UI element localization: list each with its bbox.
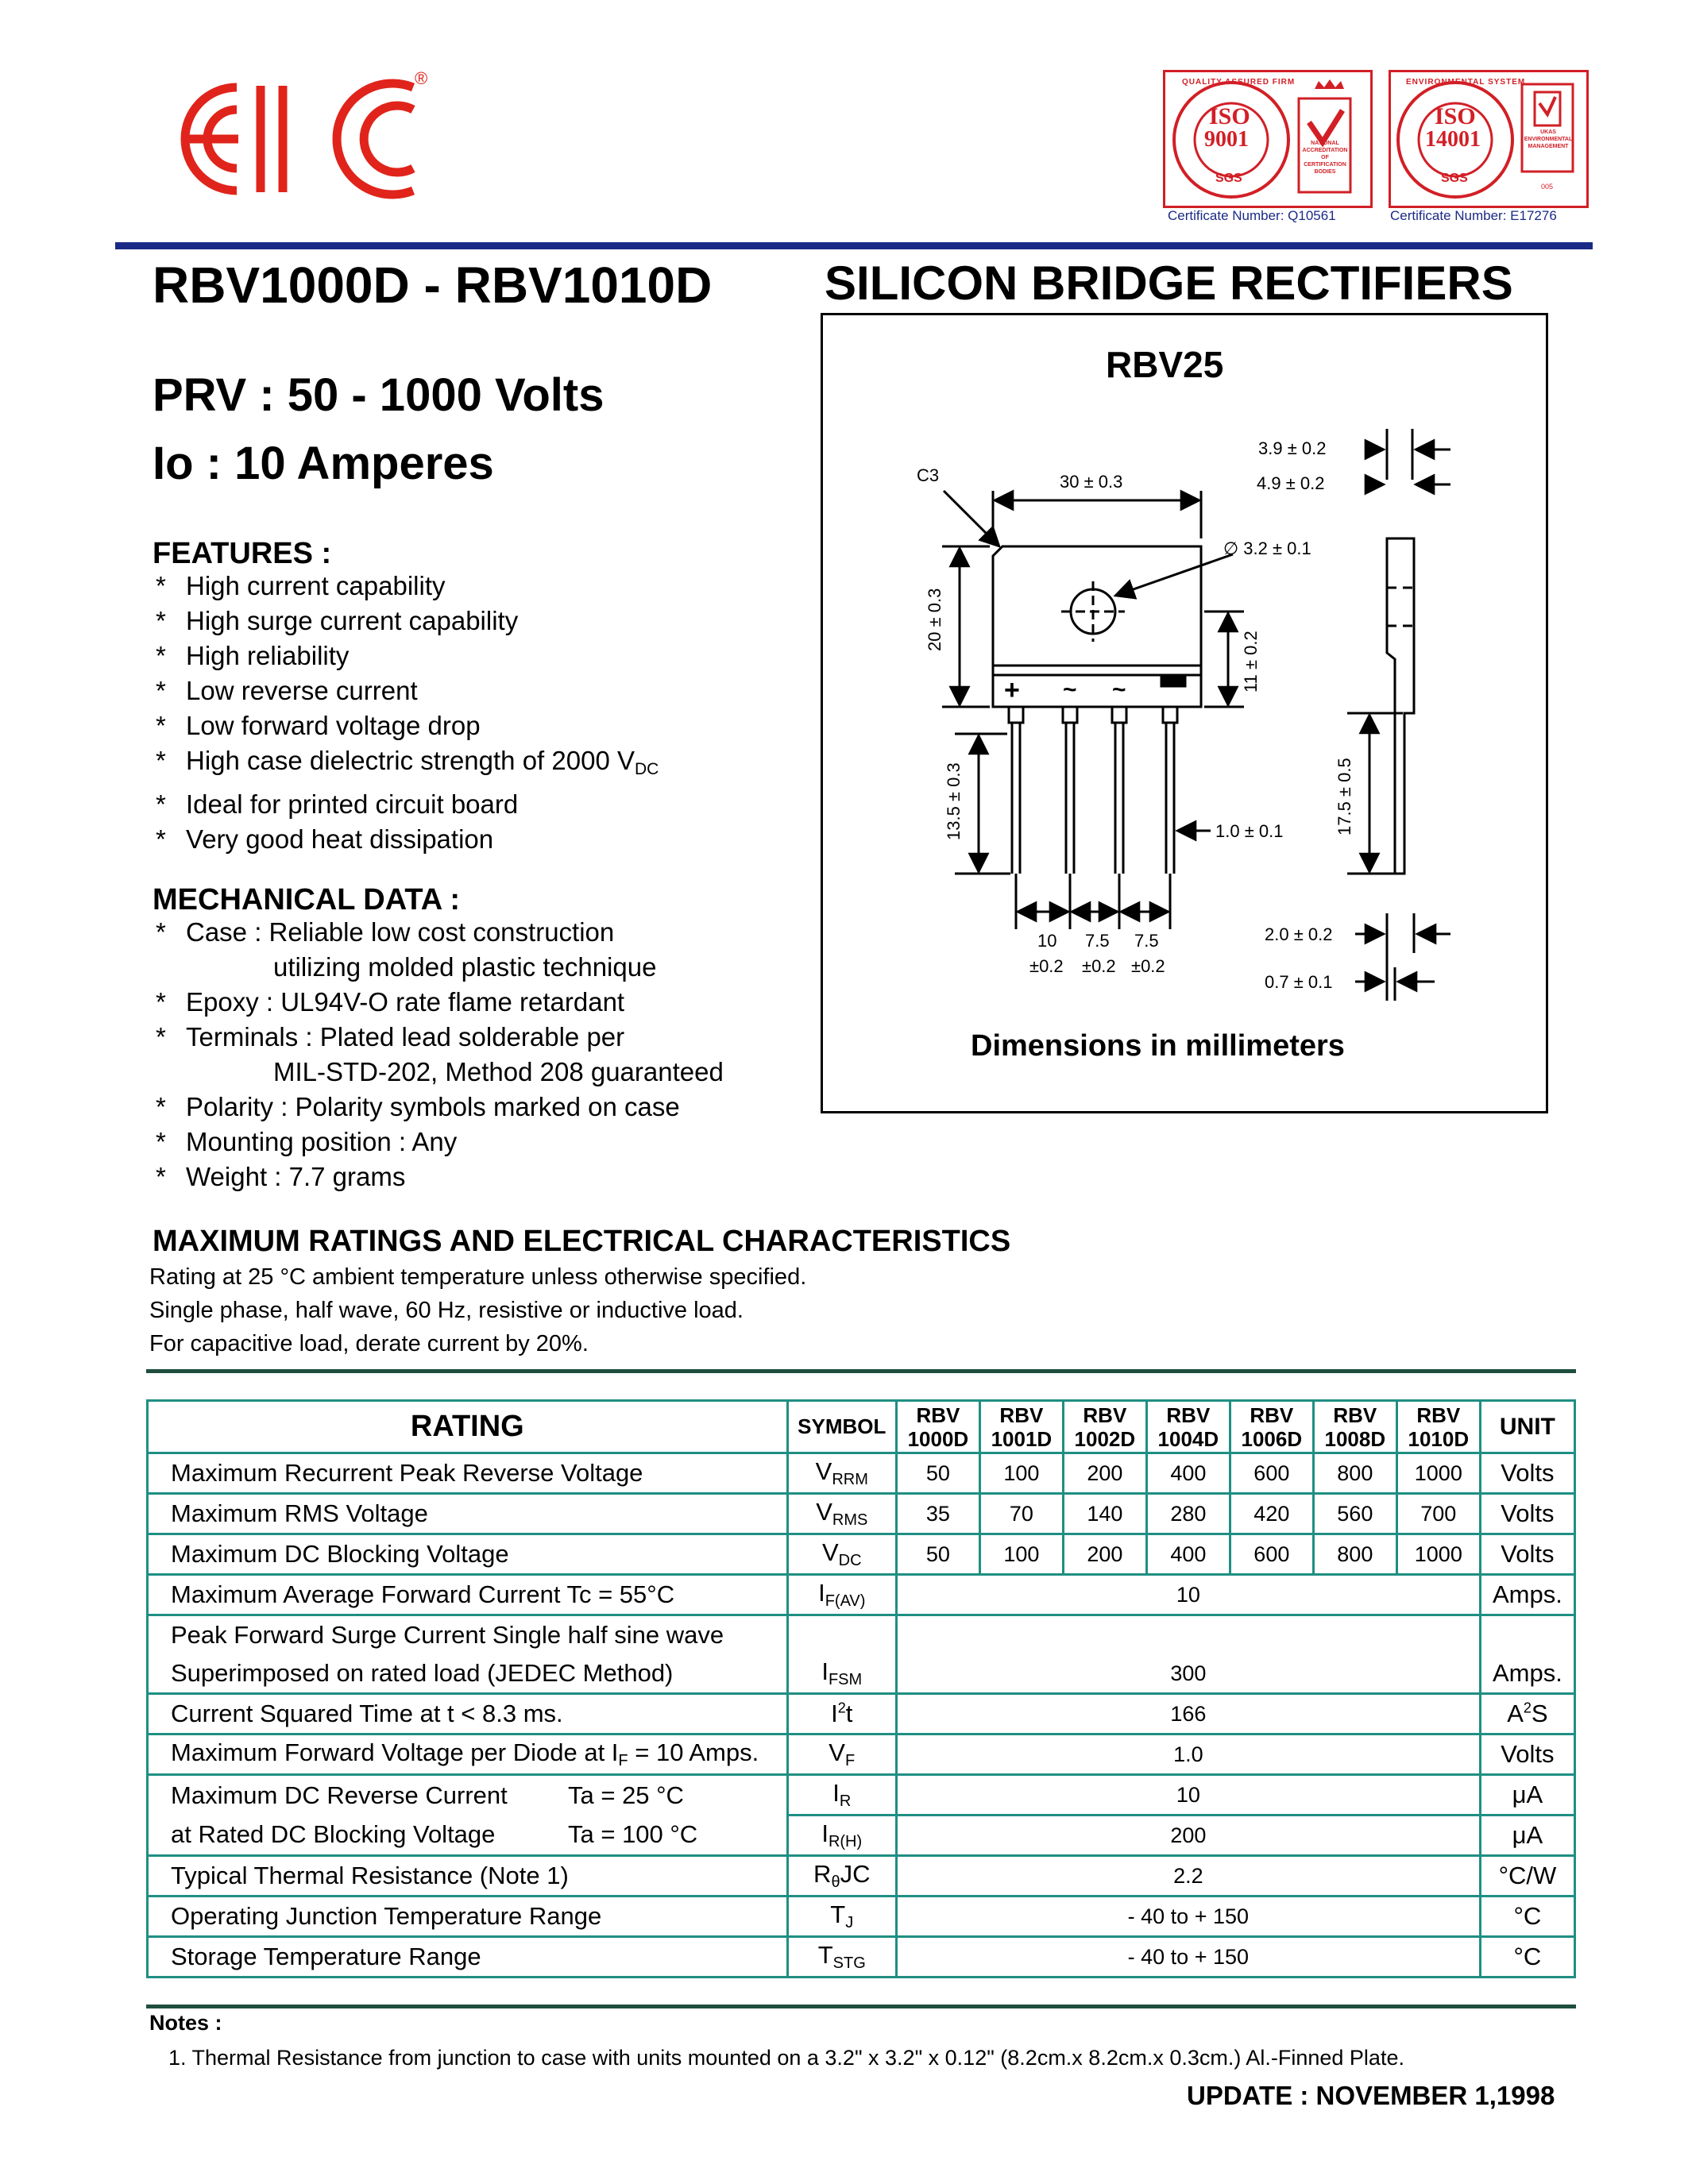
package-name: RBV25 — [1106, 344, 1224, 385]
iso9001-iso: ISO — [1209, 103, 1250, 129]
list-item: * Low reverse current — [156, 676, 418, 705]
iso9001-side-text: NATIONAL ACCREDITATION OF CERTIFICATION BODIES — [1302, 141, 1348, 175]
iso14001-ring-text: ENVIRONMENTAL SYSTEM — [1406, 78, 1526, 87]
header-part: RBV 1000D — [896, 1401, 979, 1453]
dim-tol-3: ±0.2 — [1131, 956, 1165, 976]
dim-0-7: 0.7 ± 0.1 — [1265, 972, 1333, 992]
dim-height-20: 20 ± 0.3 — [925, 588, 944, 651]
dim-hole-3-2: ∅ 3.2 ± 0.1 — [1223, 538, 1311, 558]
iso14001-number: 14001 — [1425, 127, 1481, 152]
dim-c3: C3 — [917, 465, 940, 485]
list-item: * Polarity : Polarity symbols marked on case — [156, 1092, 680, 1121]
header-part: RBV 1002D — [1063, 1401, 1146, 1453]
features-heading: FEATURES : — [153, 537, 332, 570]
table-header-row — [148, 1401, 1575, 1453]
table-row: Current Squared Time at t < 8.3 ms. $I^2t$ 166 $A^2S$ — [148, 1694, 1575, 1734]
eic-logo — [151, 71, 437, 206]
dim-spacing-7-5b: 7.5 — [1134, 931, 1159, 951]
table-row: Maximum DC Blocking Voltage $V_{DC}$ 50 100 200 400 600 800 1000 Volts — [148, 1534, 1575, 1575]
product-title: SILICON BRIDGE RECTIFIERS — [825, 257, 1513, 310]
mechanical-heading: MECHANICAL DATA : — [153, 883, 460, 916]
prv-rating: PRV : 50 - 1000 Volts — [153, 369, 605, 421]
table-row: Maximum Recurrent Peak Reverse Voltage $V_{RRM}$ 50 100 200 400 600 800 1000 Volts — [148, 1453, 1575, 1494]
ratings-heading: MAXIMUM RATINGS AND ELECTRICAL CHARACTERISTICS — [153, 1225, 1011, 1258]
dim-2-0: 2.0 ± 0.2 — [1265, 924, 1333, 944]
list-item: * High reliability — [156, 641, 350, 670]
polarity-plus: + — [1004, 675, 1020, 705]
table-row: at Rated DC Blocking Voltage Ta = 100 °C $I_{R(H)}$ 200 μA — [148, 1815, 1575, 1856]
dim-width-30: 30 ± 0.3 — [1060, 472, 1123, 492]
list-item: * Weight : 7.7 grams — [156, 1162, 406, 1191]
header-unit: UNIT — [1480, 1401, 1574, 1453]
mechanical-list — [153, 915, 724, 1194]
ratings-note-1: Rating at 25 °C ambient temperature unless otherwise specified. — [149, 1264, 807, 1290]
list-item: * High case dielectric strength of 2000 $V_{DC}$ — [156, 746, 659, 778]
dim-spacing-10: 10 — [1037, 931, 1057, 951]
notes-heading: Notes : — [149, 2011, 222, 2035]
diagram-caption: Dimensions in millimeters — [971, 1029, 1345, 1063]
table-row: Operating Junction Temperature Range $T_J$ - 40 to + 150 °C — [148, 1897, 1575, 1937]
header-part: RBV 1001D — [979, 1401, 1063, 1453]
note-1: 1. Thermal Resistance from junction to case with units mounted on a 3.2" x 3.2" x 0.12" (8.2cm.x 8.2cm.x 0.3cm.) Al.-Finned Plate. — [168, 2046, 1404, 2070]
io-rating: Io : 10 Amperes — [153, 438, 494, 489]
header-rule — [115, 242, 1593, 249]
features-list — [153, 569, 659, 857]
table-row: Storage Temperature Range $T_{STG}$ - 40 to + 150 °C — [148, 1937, 1575, 1978]
dim-11: 11 ± 0.2 — [1241, 631, 1261, 693]
dim-3-9: 3.9 ± 0.2 — [1258, 438, 1327, 458]
ac-symbol-1: ~ — [1063, 677, 1077, 703]
iso9001-sgs: SGS — [1215, 172, 1242, 185]
ratings-table — [146, 1399, 1576, 1978]
iso14001-iso: ISO — [1435, 103, 1476, 129]
table-row: Peak Forward Surge Current Single half sine wave — [148, 1615, 1575, 1655]
list-item: * High current capability — [156, 571, 446, 600]
dim-4-9: 4.9 ± 0.2 — [1257, 473, 1325, 493]
header-part: RBV 1008D — [1313, 1401, 1396, 1453]
dim-tol-2: ±0.2 — [1082, 956, 1116, 976]
registered-mark: ® — [415, 68, 428, 88]
list-item: * Low forward voltage drop — [156, 711, 481, 740]
header-symbol: SYMBOL — [787, 1401, 896, 1453]
table-row: Maximum DC Reverse Current Ta = 25 °C $I_R$ 10 μA — [148, 1775, 1575, 1815]
table-top-rule — [146, 1369, 1576, 1373]
ac-symbol-2: ~ — [1112, 677, 1126, 703]
list-item: * Very good heat dissipation — [156, 824, 494, 854]
list-item: * High surge current capability — [156, 606, 519, 635]
iso9001-seal — [1168, 75, 1366, 203]
ratings-note-2: Single phase, half wave, 60 Hz, resistive or inductive load. — [149, 1298, 744, 1323]
list-item: * Mounting position : Any — [156, 1127, 458, 1156]
table-bottom-rule — [146, 2005, 1576, 2008]
table-row: Maximum Forward Voltage per Diode at $I_F = 10$ Amps. $V_F$ 1.0 Volts — [148, 1734, 1575, 1775]
dim-17-5: 17.5 ± 0.5 — [1335, 758, 1354, 835]
table-row: Superimposed on rated load (JEDEC Method) $I_{FSM}$ 300 Amps. — [148, 1654, 1575, 1694]
list-item: * Case : Reliable low cost construction — [156, 917, 615, 947]
header-part: RBV 1004D — [1146, 1401, 1230, 1453]
header-rating: RATING — [148, 1401, 788, 1453]
part-number-title: RBV1000D - RBV1010D — [153, 257, 713, 314]
table-row: Maximum RMS Voltage $V_{RMS}$ 35 70 140 280 420 560 700 Volts — [148, 1494, 1575, 1534]
table-row: Typical Thermal Resistance (Note 1) $R_\theta JC$ 2.2 °C/W — [148, 1856, 1575, 1897]
iso9001-certificate-number: Certificate Number: Q10561 — [1168, 208, 1336, 223]
dim-spacing-7-5a: 7.5 — [1085, 931, 1110, 951]
list-item: * Epoxy : UL94V-O rate flame retardant — [156, 987, 625, 1017]
iso14001-side-text: UKAS ENVIRONMENTAL MANAGEMENT — [1524, 129, 1573, 149]
list-item: * Terminals : Plated lead solderable per — [156, 1022, 625, 1051]
iso14001-sgs: SGS — [1441, 172, 1468, 185]
update-date: UPDATE : NOVEMBER 1,1998 — [1187, 2081, 1555, 2110]
dim-13-5: 13.5 ± 0.3 — [944, 762, 964, 840]
header-part: RBV 1010D — [1396, 1401, 1480, 1453]
dim-lead-1-0: 1.0 ± 0.1 — [1215, 821, 1284, 841]
list-item: utilizing molded plastic technique — [273, 952, 657, 982]
dim-tol-1: ±0.2 — [1029, 956, 1064, 976]
package-dimension-drawing — [823, 397, 1541, 1017]
list-item: MIL-STD-202, Method 208 guaranteed — [273, 1057, 724, 1086]
iso14001-code: 005 — [1541, 183, 1554, 191]
list-item: * Ideal for printed circuit board — [156, 789, 519, 819]
iso9001-number: 9001 — [1204, 127, 1249, 152]
table-row: Maximum Average Forward Current Tc = 55°C $I_{F(AV)}$ 10 Amps. — [148, 1575, 1575, 1615]
iso14001-certificate-number: Certificate Number: E17276 — [1390, 208, 1557, 223]
header-part: RBV 1006D — [1230, 1401, 1313, 1453]
ratings-note-3: For capacitive load, derate current by 20%. — [149, 1331, 589, 1356]
iso9001-ring-text: QUALITY ASSURED FIRM — [1182, 78, 1296, 87]
